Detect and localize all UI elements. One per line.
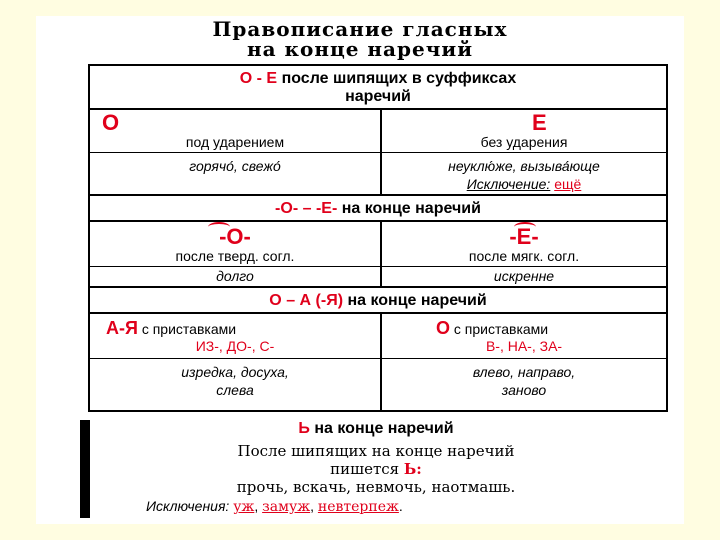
section3-left-letter: А-Я bbox=[106, 318, 138, 338]
section1-right-examples: неуклю́же, вызыва́юще bbox=[448, 158, 600, 174]
exception-word: замуж bbox=[262, 499, 311, 515]
section1-heading-red: О - Е bbox=[239, 70, 278, 87]
section3-heading bbox=[90, 292, 666, 310]
section4-line2-sign: Ь: bbox=[403, 460, 422, 478]
section3-left-rule: с приставками bbox=[141, 321, 237, 337]
divider bbox=[88, 194, 668, 196]
section3-right-examples-line1: влево, направо, bbox=[472, 364, 576, 380]
section3-left-rule-line bbox=[106, 318, 236, 339]
section3-right-prefixes: В-, НА-, ЗА- bbox=[485, 338, 563, 354]
section3-right-letter: О bbox=[436, 318, 451, 338]
section2-right-letter: -Е- bbox=[509, 224, 539, 249]
section4-line1: После шипящих на конце наречий bbox=[237, 442, 515, 460]
section1-left-examples: горячо́, свежо́ bbox=[189, 158, 281, 174]
page-title-line2: на конце наречий bbox=[246, 37, 474, 61]
section3-heading-red: О – А (-Я) bbox=[269, 292, 344, 309]
section2-heading-red: -О- – -Е- bbox=[275, 200, 338, 217]
section4-exception-label: Исключения: bbox=[146, 498, 230, 514]
section4-heading-text: на конце наречий bbox=[314, 420, 454, 437]
section4-line2 bbox=[96, 460, 656, 478]
section3-left-examples-line1: изредка, досуха, bbox=[181, 364, 289, 380]
exception-word: ещё bbox=[554, 176, 582, 192]
section1-heading-text: после шипящих в суффиксах bbox=[281, 70, 517, 87]
exception-word: невтерпеж bbox=[317, 499, 399, 515]
rules-sheet bbox=[36, 16, 684, 524]
section2-left-letter: -О- bbox=[219, 224, 251, 249]
section1-left-rule: под ударением bbox=[185, 134, 285, 150]
divider bbox=[88, 286, 668, 288]
section3-left-prefixes: ИЗ-, ДО-, С- bbox=[195, 338, 275, 354]
section3-heading-text: на конце наречий bbox=[347, 292, 487, 309]
section4-heading-red: Ь bbox=[298, 420, 310, 437]
example-word: неуклю́же bbox=[448, 158, 513, 174]
divider bbox=[88, 152, 668, 153]
section1-right-rule: без ударения bbox=[480, 134, 568, 150]
example-word: горячо́ bbox=[189, 158, 234, 174]
section1-left-letter: О bbox=[102, 110, 120, 135]
section4-heading bbox=[96, 420, 656, 438]
section3-left-examples-line2: слева bbox=[216, 382, 254, 398]
section2-left-rule: после тверд. согл. bbox=[175, 248, 295, 264]
section1-heading-line2: наречий bbox=[345, 88, 411, 105]
section4-line2-text: пишется bbox=[330, 460, 400, 478]
section2-right-rule: после мягк. согл. bbox=[468, 248, 580, 264]
section4-exceptions: Исключения: уж, замуж, невтерпеж. bbox=[146, 498, 403, 515]
exception-label: Исключение: bbox=[466, 176, 551, 192]
example-word: вызыва́юще bbox=[520, 158, 600, 174]
section3-right-rule: с приставками bbox=[453, 321, 549, 337]
divider bbox=[88, 266, 668, 267]
section2-right-example: искренне bbox=[493, 268, 555, 284]
section2-left-example: долго bbox=[216, 268, 254, 284]
divider bbox=[88, 312, 668, 314]
section3-right-examples-line2: заново bbox=[501, 382, 547, 398]
example-word: свежо́ bbox=[241, 158, 281, 174]
exception-word: уж bbox=[233, 499, 255, 515]
section3-right-rule-line bbox=[436, 318, 548, 339]
divider bbox=[88, 220, 668, 222]
divider bbox=[88, 108, 668, 110]
section4-examples: прочь, вскачь, невмочь, наотмашь. bbox=[236, 478, 516, 496]
section2-heading-text: на конце наречий bbox=[341, 200, 481, 217]
section1-exception bbox=[382, 176, 666, 192]
section1-right-letter: Е bbox=[532, 110, 547, 135]
section2-heading bbox=[90, 200, 666, 218]
divider bbox=[88, 358, 668, 359]
page-title-line1: Правописание гласных bbox=[212, 17, 508, 41]
section1-heading bbox=[90, 70, 666, 88]
section4-side-bar bbox=[80, 420, 90, 518]
